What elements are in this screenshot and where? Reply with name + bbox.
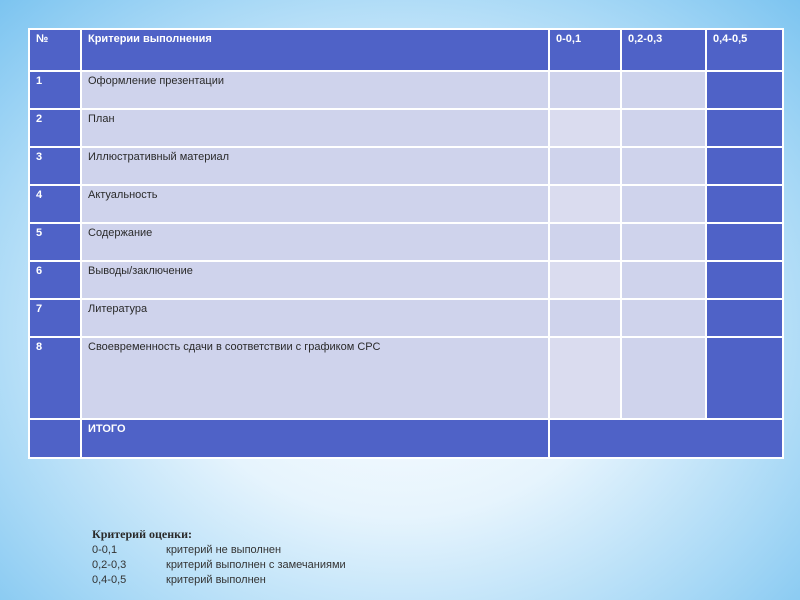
- row-number: 6: [29, 261, 81, 299]
- row-number: 3: [29, 147, 81, 185]
- total-label: ИТОГО: [81, 419, 549, 458]
- legend-item: [92, 543, 346, 558]
- legend-code: 0-0,1: [92, 544, 118, 556]
- score-cell-mid: [621, 299, 706, 337]
- row-number: 8: [29, 337, 81, 419]
- row-number: 7: [29, 299, 81, 337]
- score-cell-high: [706, 223, 783, 261]
- score-cell-mid: [621, 337, 706, 419]
- score-cell-low: [549, 299, 621, 337]
- score-cell-high: [706, 185, 783, 223]
- score-cell-low: [549, 185, 621, 223]
- header-criteria: Критерии выполнения: [81, 29, 549, 71]
- score-cell-high: [706, 299, 783, 337]
- score-cell-low: [549, 147, 621, 185]
- row-number: 5: [29, 223, 81, 261]
- score-cell-high: [706, 109, 783, 147]
- row-number: 4: [29, 185, 81, 223]
- score-cell-low: [549, 337, 621, 419]
- header-score-mid: 0,2-0,3: [621, 29, 706, 71]
- header-score-high: 0,4-0,5: [706, 29, 783, 71]
- score-cell-mid: [621, 223, 706, 261]
- table-row: [29, 147, 783, 185]
- score-cell-high: [706, 147, 783, 185]
- row-criterion: Оформление презентации: [81, 71, 549, 109]
- total-number-cell: [29, 419, 81, 458]
- table-row: [29, 223, 783, 261]
- table-row: [29, 109, 783, 147]
- score-cell-mid: [621, 185, 706, 223]
- header-score-low: 0-0,1: [549, 29, 621, 71]
- legend-text: критерий выполнен: [166, 574, 266, 586]
- total-value-cell: [549, 419, 783, 458]
- grading-legend: [92, 527, 346, 588]
- legend-code: 0,4-0,5: [92, 574, 127, 586]
- row-criterion: Выводы/заключение: [81, 261, 549, 299]
- row-criterion: План: [81, 109, 549, 147]
- legend-item: [92, 573, 346, 588]
- score-cell-low: [549, 109, 621, 147]
- score-cell-high: [706, 261, 783, 299]
- score-cell-low: [549, 223, 621, 261]
- row-criterion: Актуальность: [81, 185, 549, 223]
- score-cell-low: [549, 261, 621, 299]
- score-cell-mid: [621, 71, 706, 109]
- row-criterion: Иллюстративный материал: [81, 147, 549, 185]
- score-cell-mid: [621, 261, 706, 299]
- legend-title: Критерий оценки:: [92, 527, 192, 541]
- score-cell-mid: [621, 147, 706, 185]
- legend-text: критерий выполнен с замечаниями: [166, 559, 346, 571]
- row-criterion: Содержание: [81, 223, 549, 261]
- legend-item: [92, 558, 346, 573]
- table-row: [29, 71, 783, 109]
- table-row: [29, 299, 783, 337]
- table-row: [29, 261, 783, 299]
- total-row: [29, 419, 783, 458]
- table-row: [29, 337, 783, 419]
- table-header-row: [29, 29, 783, 71]
- row-number: 1: [29, 71, 81, 109]
- header-number: №: [29, 29, 81, 71]
- score-cell-low: [549, 71, 621, 109]
- score-cell-mid: [621, 109, 706, 147]
- row-criterion: Своевременность сдачи в соответствии с графиком СРС: [81, 337, 549, 419]
- score-cell-high: [706, 71, 783, 109]
- legend-code: 0,2-0,3: [92, 559, 127, 571]
- score-cell-high: [706, 337, 783, 419]
- criteria-table: [28, 28, 784, 459]
- legend-text: критерий не выполнен: [166, 544, 282, 556]
- row-criterion: Литература: [81, 299, 549, 337]
- row-number: 2: [29, 109, 81, 147]
- table-row: [29, 185, 783, 223]
